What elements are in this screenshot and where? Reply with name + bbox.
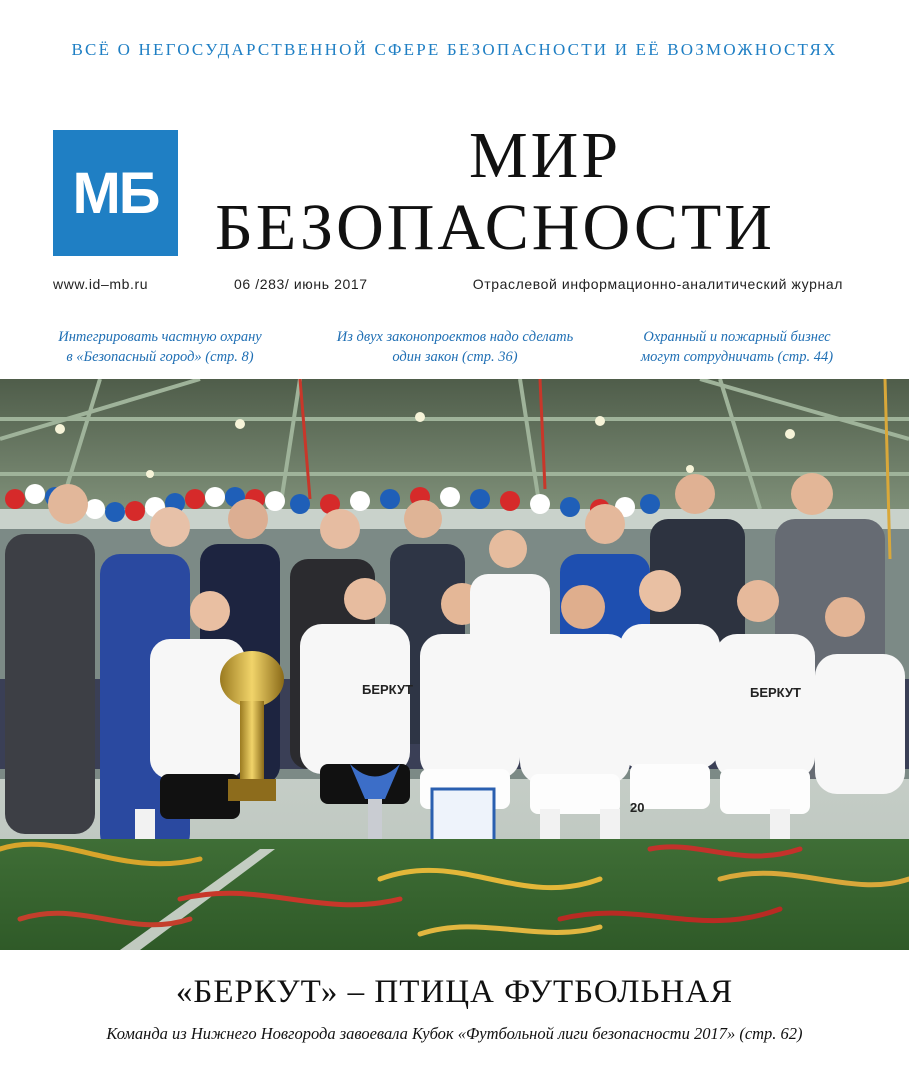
teaser-1-line2: в «Безопасный город» (стр. 8) xyxy=(66,349,254,365)
shirt-text-1: БЕРКУТ xyxy=(362,682,413,697)
teaser-1-line1: Интегрировать частную охрану xyxy=(58,329,262,345)
teaser-3-line2: могут сотрудничать (стр. 44) xyxy=(640,349,834,365)
website-link[interactable]: www.id–mb.ru xyxy=(53,276,149,292)
shirt-text-2: БЕРКУТ xyxy=(750,685,801,700)
magazine-logo xyxy=(53,130,178,256)
cover-photo xyxy=(0,379,909,950)
magazine-title-line1: МИР xyxy=(468,119,622,192)
teaser-3[interactable] xyxy=(597,327,877,367)
teaser-2-line2: один закон (стр. 36) xyxy=(392,349,518,365)
cover-subheadline: Команда из Нижнего Новгорода завоевала Кубок «Футбольной лиги безопасности 2017» (стр. 62) xyxy=(106,1024,803,1043)
logo-text: МБ xyxy=(72,160,159,226)
issue-number: 06 /283/ июнь 2017 xyxy=(234,276,368,292)
magazine-title-line2: БЕЗОПАСНОСТИ xyxy=(215,191,775,264)
teaser-2[interactable] xyxy=(315,327,595,367)
teaser-3-line1: Охранный и пожарный бизнес xyxy=(643,329,831,345)
jersey-number: 20 xyxy=(630,800,645,815)
teaser-1[interactable] xyxy=(20,327,300,367)
magazine-description: Отраслевой информационно-аналитический журнал xyxy=(472,276,843,292)
cover-tagline: ВСЁ О НЕГОСУДАРСТВЕННОЙ СФЕРЕ БЕЗОПАСНОСТИ И ЕЁ ВОЗМОЖНОСТЯХ xyxy=(71,40,838,59)
cover-headline: «БЕРКУТ» – ПТИЦА ФУТБОЛЬНАЯ xyxy=(175,974,734,1010)
teaser-2-line1: Из двух законопроектов надо сделать xyxy=(336,329,574,345)
